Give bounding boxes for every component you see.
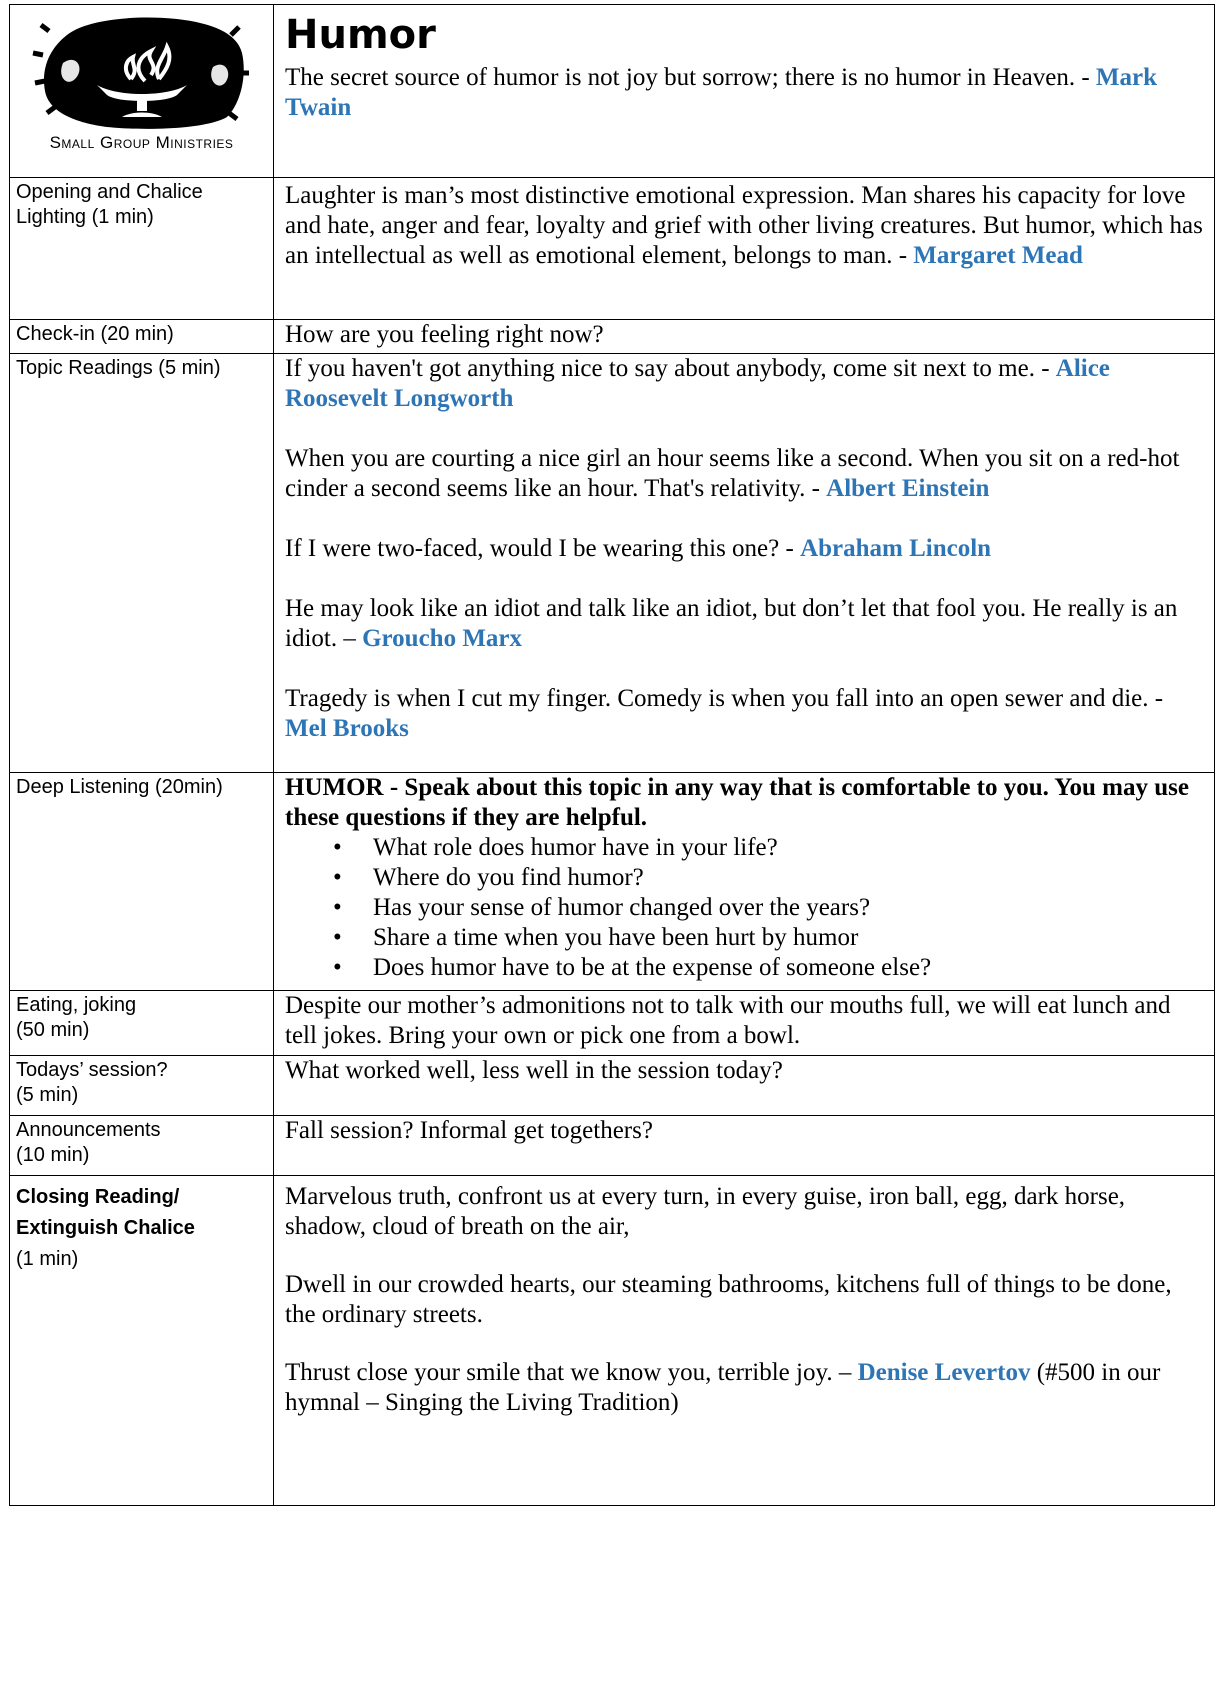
row-closing-content xyxy=(274,1176,1215,1506)
row-readings-content xyxy=(274,354,1215,773)
reading-item xyxy=(285,684,1208,744)
list-item: • Has your sense of humor changed over the years? xyxy=(333,894,871,921)
bullet-icon: • xyxy=(333,954,342,981)
header-quote-text: The secret source of humor is not joy but sorrow; there is no humor in Heaven. - xyxy=(285,64,1090,91)
row-session xyxy=(10,1056,1215,1116)
row-opening xyxy=(10,178,1215,320)
row-checkin-content: How are you feeling right now? xyxy=(274,320,1215,354)
row-closing xyxy=(10,1176,1215,1506)
reading-author: Albert Einstein xyxy=(826,475,990,502)
reading-text: When you are courting a nice girl an hour seems like a second. When you sit on a red-hot cinder a second seems like an hour. That's relativity. - xyxy=(285,445,1180,502)
row-checkin xyxy=(10,320,1215,354)
closing-source: (#500 in our hymnal – Singing the Living Tradition) xyxy=(285,1359,1161,1416)
reading-author: Abraham Lincoln xyxy=(800,535,992,562)
header-quote-author: Mark Twain xyxy=(285,64,1158,121)
row-listening-content xyxy=(274,773,1215,991)
reading-item xyxy=(285,534,1208,564)
bullet-icon: • xyxy=(333,924,342,951)
row-announcements-label: Announcements (10 min) xyxy=(10,1116,274,1176)
row-readings-label: Topic Readings (5 min) xyxy=(10,354,274,773)
reading-author: Mel Brooks xyxy=(285,715,409,742)
session-table xyxy=(9,4,1215,1506)
listening-prompt: HUMOR - Speak about this topic in any way that is comfortable to you. You may use these questions if they are helpful. xyxy=(285,774,1189,831)
list-item: • Where do you find humor? xyxy=(333,864,644,891)
opening-quote-author: Margaret Mead xyxy=(913,242,1083,269)
list-item: • What role does humor have in your life? xyxy=(333,834,778,861)
reading-item xyxy=(285,444,1208,504)
row-session-content: What worked well, less well in the session today? xyxy=(274,1056,1215,1116)
reading-text: Tragedy is when I cut my finger. Comedy is when you fall into an open sewer and die. - xyxy=(285,685,1164,712)
closing-para: Thrust close your smile that we know you, terrible joy. – Denise Levertov (#500 in our hymnal – Singing the Living Tradition) xyxy=(285,1359,1161,1416)
logo-cell xyxy=(10,5,274,178)
title-cell xyxy=(274,5,1215,178)
bullet-icon: • xyxy=(333,894,342,921)
reading-author: Alice Roosevelt Longworth xyxy=(285,355,1110,412)
opening-quote-text: Laughter is man’s most distinctive emotional expression. Man shares his capacity for love and hate, anger and fear, loyalty and grief with other living creatures. But humor, which has an intellectual as well as emotional element, belongs to man. - xyxy=(285,182,1203,269)
reading-item xyxy=(285,594,1208,654)
bullet-icon: • xyxy=(333,864,342,891)
page-title: Humor xyxy=(285,12,436,58)
bullet-icon: • xyxy=(333,834,342,861)
reading-text: If you haven't got anything nice to say about anybody, come sit next to me. - xyxy=(285,355,1050,382)
closing-para: Dwell in our crowded hearts, our steaming bathrooms, kitchens full of things to be done, the ordinary streets. xyxy=(285,1271,1172,1328)
reading-text: He may look like an idiot and talk like an idiot, but don’t let that fool you. He really is an idiot. – xyxy=(285,595,1178,652)
row-opening-content xyxy=(274,178,1215,320)
row-announcements-content: Fall session? Informal get togethers? xyxy=(274,1116,1215,1176)
row-announcements xyxy=(10,1116,1215,1176)
row-eating xyxy=(10,991,1215,1056)
header-quote xyxy=(285,63,1208,123)
row-eating-label: Eating, joking (50 min) xyxy=(10,991,274,1056)
reading-item xyxy=(285,354,1208,414)
document xyxy=(9,4,1214,1506)
row-checkin-label: Check-in (20 min) xyxy=(10,320,274,354)
row-readings xyxy=(10,354,1215,773)
row-session-label: Todays’ session? (5 min) xyxy=(10,1056,274,1116)
reading-author: Groucho Marx xyxy=(362,625,523,652)
closing-author: Denise Levertov xyxy=(857,1359,1031,1386)
row-closing-label: Closing Reading/ Extinguish Chalice (1 min) xyxy=(10,1176,274,1506)
question-list xyxy=(285,833,1208,983)
logo-wordmark: Small Group Ministries xyxy=(49,133,234,152)
row-listening-label: Deep Listening (20min) xyxy=(10,773,274,991)
list-item: • Does humor have to be at the expense of someone else? xyxy=(333,954,932,981)
row-listening xyxy=(10,773,1215,991)
list-item: • Share a time when you have been hurt by humor xyxy=(333,924,859,951)
row-opening-label: Opening and Chalice Lighting (1 min) xyxy=(10,178,274,320)
closing-para: Marvelous truth, confront us at every turn, in every guise, iron ball, egg, dark horse, shadow, cloud of breath on the air, xyxy=(285,1183,1126,1240)
reading-text: If I were two-faced, would I be wearing this one? - xyxy=(285,535,794,562)
row-eating-content: Despite our mother’s admonitions not to talk with our mouths full, we will eat lunch and tell jokes. Bring your own or pick one from a bowl. xyxy=(274,991,1215,1056)
chalice-logo-icon xyxy=(27,13,257,131)
header-row xyxy=(10,5,1215,178)
